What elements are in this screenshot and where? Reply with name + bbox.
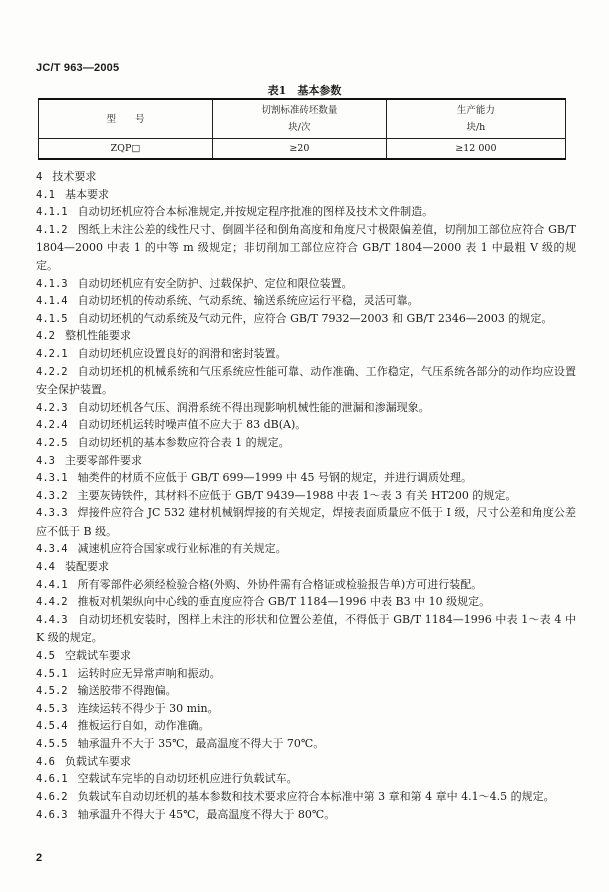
clause-number: 4.2	[36, 330, 55, 343]
clause-4-6-2	[36, 788, 576, 807]
clause-4-1-4	[36, 292, 576, 310]
standard-code: JC/T 963—2005	[36, 62, 120, 74]
clause-number: 4.1.5	[36, 312, 68, 325]
clause-text: 自动切坯机应符合本标准规定,并按规定程序批准的图样及技术文件制造。	[77, 205, 434, 219]
clause-text: 图纸上未注公差的线性尺寸、倒圆半径和倒角高度和角度尺寸极限偏差值，切削加工部位应符合 GB/T 1804—2000 中表 1 的中等 m 级规定；非切削加工部位应符合 GB/T 1804—2000 表 1 中最粗 V 级的规定。	[36, 222, 576, 272]
cell-cut-quantity: ≥20	[212, 139, 386, 160]
cell-model: ZQP□	[39, 139, 213, 160]
clause-number: 4.1.3	[36, 277, 68, 290]
clause-4-2-5	[36, 434, 576, 452]
clause-text: 整机性能要求	[64, 329, 131, 343]
clause-list	[36, 168, 576, 824]
clause-4-1-5	[36, 310, 576, 328]
clause-text: 主要零部件要求	[64, 453, 142, 467]
clause-4	[36, 168, 576, 186]
clause-text: 负载试车自动切坯机的基本参数和技术要求应符合本标准中第 3 章和第 4 章中 4.1～4.5 的规定。	[77, 789, 555, 803]
clause-text: 主要灰铸铁件，其材料不应低于 GB/T 9439—1988 中表 1～表 3 有关 HT200 的规定。	[77, 488, 517, 502]
clause-number: 4.4.2	[36, 596, 68, 609]
clause-number: 4.2.3	[36, 401, 68, 414]
page-number: 2	[36, 852, 43, 864]
clause-4-5-2	[36, 682, 576, 700]
clause-text: 推板运行自如，动作准确。	[77, 719, 210, 733]
clause-4-4	[36, 558, 576, 576]
clause-text: 轴承温升不得大于 45℃，最高温度不得大于 80℃。	[77, 808, 336, 822]
clause-number: 4.6.2	[36, 790, 68, 803]
clause-number: 4.4	[36, 561, 55, 574]
clause-number: 4.5.3	[36, 702, 68, 715]
clause-4-6	[36, 753, 576, 771]
clause-text: 自动切坯机的气动系统及气动元件，应符合 GB/T 7932—2003 和 GB/T 2346—2003 的规定。	[77, 311, 553, 325]
clause-4-1-2	[36, 221, 576, 275]
clause-text: 负载试车要求	[64, 754, 131, 768]
clause-4-4-2	[36, 593, 576, 611]
clause-number: 4.3.2	[36, 489, 68, 502]
cell-capacity: ≥12 000	[386, 139, 565, 160]
clause-4-2-3	[36, 399, 576, 417]
clause-number: 4.5.2	[36, 685, 68, 698]
clause-text: 自动切坯机安装时，图样上未注的形状和位置公差值，不得低于 GB/T 1184—1996 中表 1～表 4 中 K 级的规定。	[36, 612, 576, 645]
clause-text: 减速机应符合国家或行业标准的有关规定。	[77, 542, 287, 556]
clause-text: 基本要求	[64, 187, 109, 201]
clause-number: 4	[36, 171, 43, 183]
clause-text: 装配要求	[64, 560, 109, 574]
clause-number: 4.5.4	[36, 720, 68, 733]
clause-text: 输送胶带不得跑偏。	[77, 684, 177, 698]
clause-4-4-1	[36, 576, 576, 594]
clause-number: 4.2.2	[36, 365, 68, 378]
clause-number: 4.2.5	[36, 436, 68, 449]
clause-text: 自动切坯机应有安全防护、过载保护、定位和限位装置。	[77, 276, 353, 290]
clause-text: 空载试车要求	[64, 649, 131, 663]
clause-text: 运转时应无异常声响和振动。	[77, 666, 221, 680]
clause-4-2	[36, 327, 576, 345]
clause-4-3-2	[36, 487, 576, 505]
clause-text: 焊接件应符合 JC 532 建材机械钢焊接的有关规定，焊接表面质量应不低于 I 级，尺寸公差和角度公差应不低于 B 级。	[36, 506, 576, 538]
clause-number: 4.1.1	[36, 206, 68, 219]
clause-4-5-3	[36, 700, 576, 718]
clause-text: 推板对机架纵向中心线的垂直度应符合 GB/T 1184—1996 中表 B3 中 10 级规定。	[77, 595, 491, 609]
table-header-row	[39, 99, 566, 139]
clause-4-2-4	[36, 416, 576, 434]
clause-text: 自动切坯机的机械系统和气压系统应性能可靠、动作准确、工作稳定，气压系统各部分的动作均应设置安全保护装置。	[36, 364, 576, 397]
clause-text: 自动切坯机的传动系统、气动系统、输送系统应运行平稳，灵活可靠。	[77, 294, 419, 308]
clause-4-3-1	[36, 469, 576, 487]
clause-number: 4.3.3	[36, 507, 68, 520]
clause-number: 4.5.1	[36, 667, 68, 680]
clause-4-2-2	[36, 363, 576, 399]
clause-4-1-1	[36, 203, 576, 221]
clause-text: 自动切坯机的基本参数应符合表 1 的规定。	[77, 435, 290, 449]
clause-number: 4.2.4	[36, 419, 68, 432]
header-capacity: 生产能力 块/h	[386, 99, 565, 139]
basic-parameters-table	[38, 98, 566, 160]
clause-4-3-3	[36, 504, 576, 540]
clause-4-6-1	[36, 770, 576, 788]
clause-number: 4.3.1	[36, 472, 68, 485]
clause-4-3-4	[36, 540, 576, 558]
clause-4-1	[36, 186, 576, 204]
clause-4-2-1	[36, 345, 576, 363]
clause-text: 轴类件的材质不应低于 GB/T 699—1999 中 45 号钢的规定，并进行调质处理。	[77, 471, 472, 485]
clause-number: 4.2.1	[36, 347, 68, 360]
header-model: 型 号	[39, 99, 213, 139]
clause-text: 自动切坯机应设置良好的润滑和密封装置。	[77, 346, 287, 360]
clause-number: 4.5.5	[36, 738, 68, 750]
clause-4-5	[36, 647, 576, 665]
clause-number: 4.4.1	[36, 578, 68, 591]
clause-text: 轴承温升不大于 35℃，最高温度不得大于 70℃。	[77, 737, 325, 750]
clause-number: 4.1.4	[36, 295, 68, 308]
table-title: 表1 基本参数	[267, 84, 342, 97]
clause-4-1-3	[36, 275, 576, 293]
clause-number: 4.3.4	[36, 543, 68, 556]
clause-text: 技术要求	[52, 170, 97, 183]
clause-number: 4.4.3	[36, 613, 68, 626]
clause-4-5-4	[36, 717, 576, 735]
header-cut-quantity: 切割标准砖坯数量 块/次	[212, 99, 386, 139]
clause-text: 自动切坯机运转时噪声值不应大于 83 dB(A)。	[77, 418, 307, 432]
table-row	[39, 139, 566, 160]
clause-number: 4.6	[36, 755, 55, 768]
clause-4-3	[36, 452, 576, 470]
clause-text: 空载试车完毕的自动切坯机应进行负载试车。	[77, 772, 298, 786]
clause-number: 4.1	[36, 188, 55, 201]
clause-number: 4.3	[36, 454, 55, 467]
clause-text: 所有零部件必须经检验合格(外购、外协件需有合格证或检验报告单)方可进行装配。	[77, 577, 483, 591]
clause-4-6-3	[36, 806, 576, 824]
clause-number: 4.6.3	[36, 809, 68, 822]
clause-4-5-5	[36, 735, 576, 753]
clause-4-4-3	[36, 611, 576, 647]
clause-number: 4.6.1	[36, 773, 68, 786]
clause-number: 4.5	[36, 650, 55, 663]
clause-text: 连续运转不得少于 30 min。	[77, 701, 219, 715]
clause-number: 4.1.2	[36, 223, 68, 236]
clause-text: 自动切坯机各气压、润滑系统不得出现影响机械性能的泄漏和渗漏现象。	[77, 400, 430, 414]
clause-4-5-1	[36, 665, 576, 683]
